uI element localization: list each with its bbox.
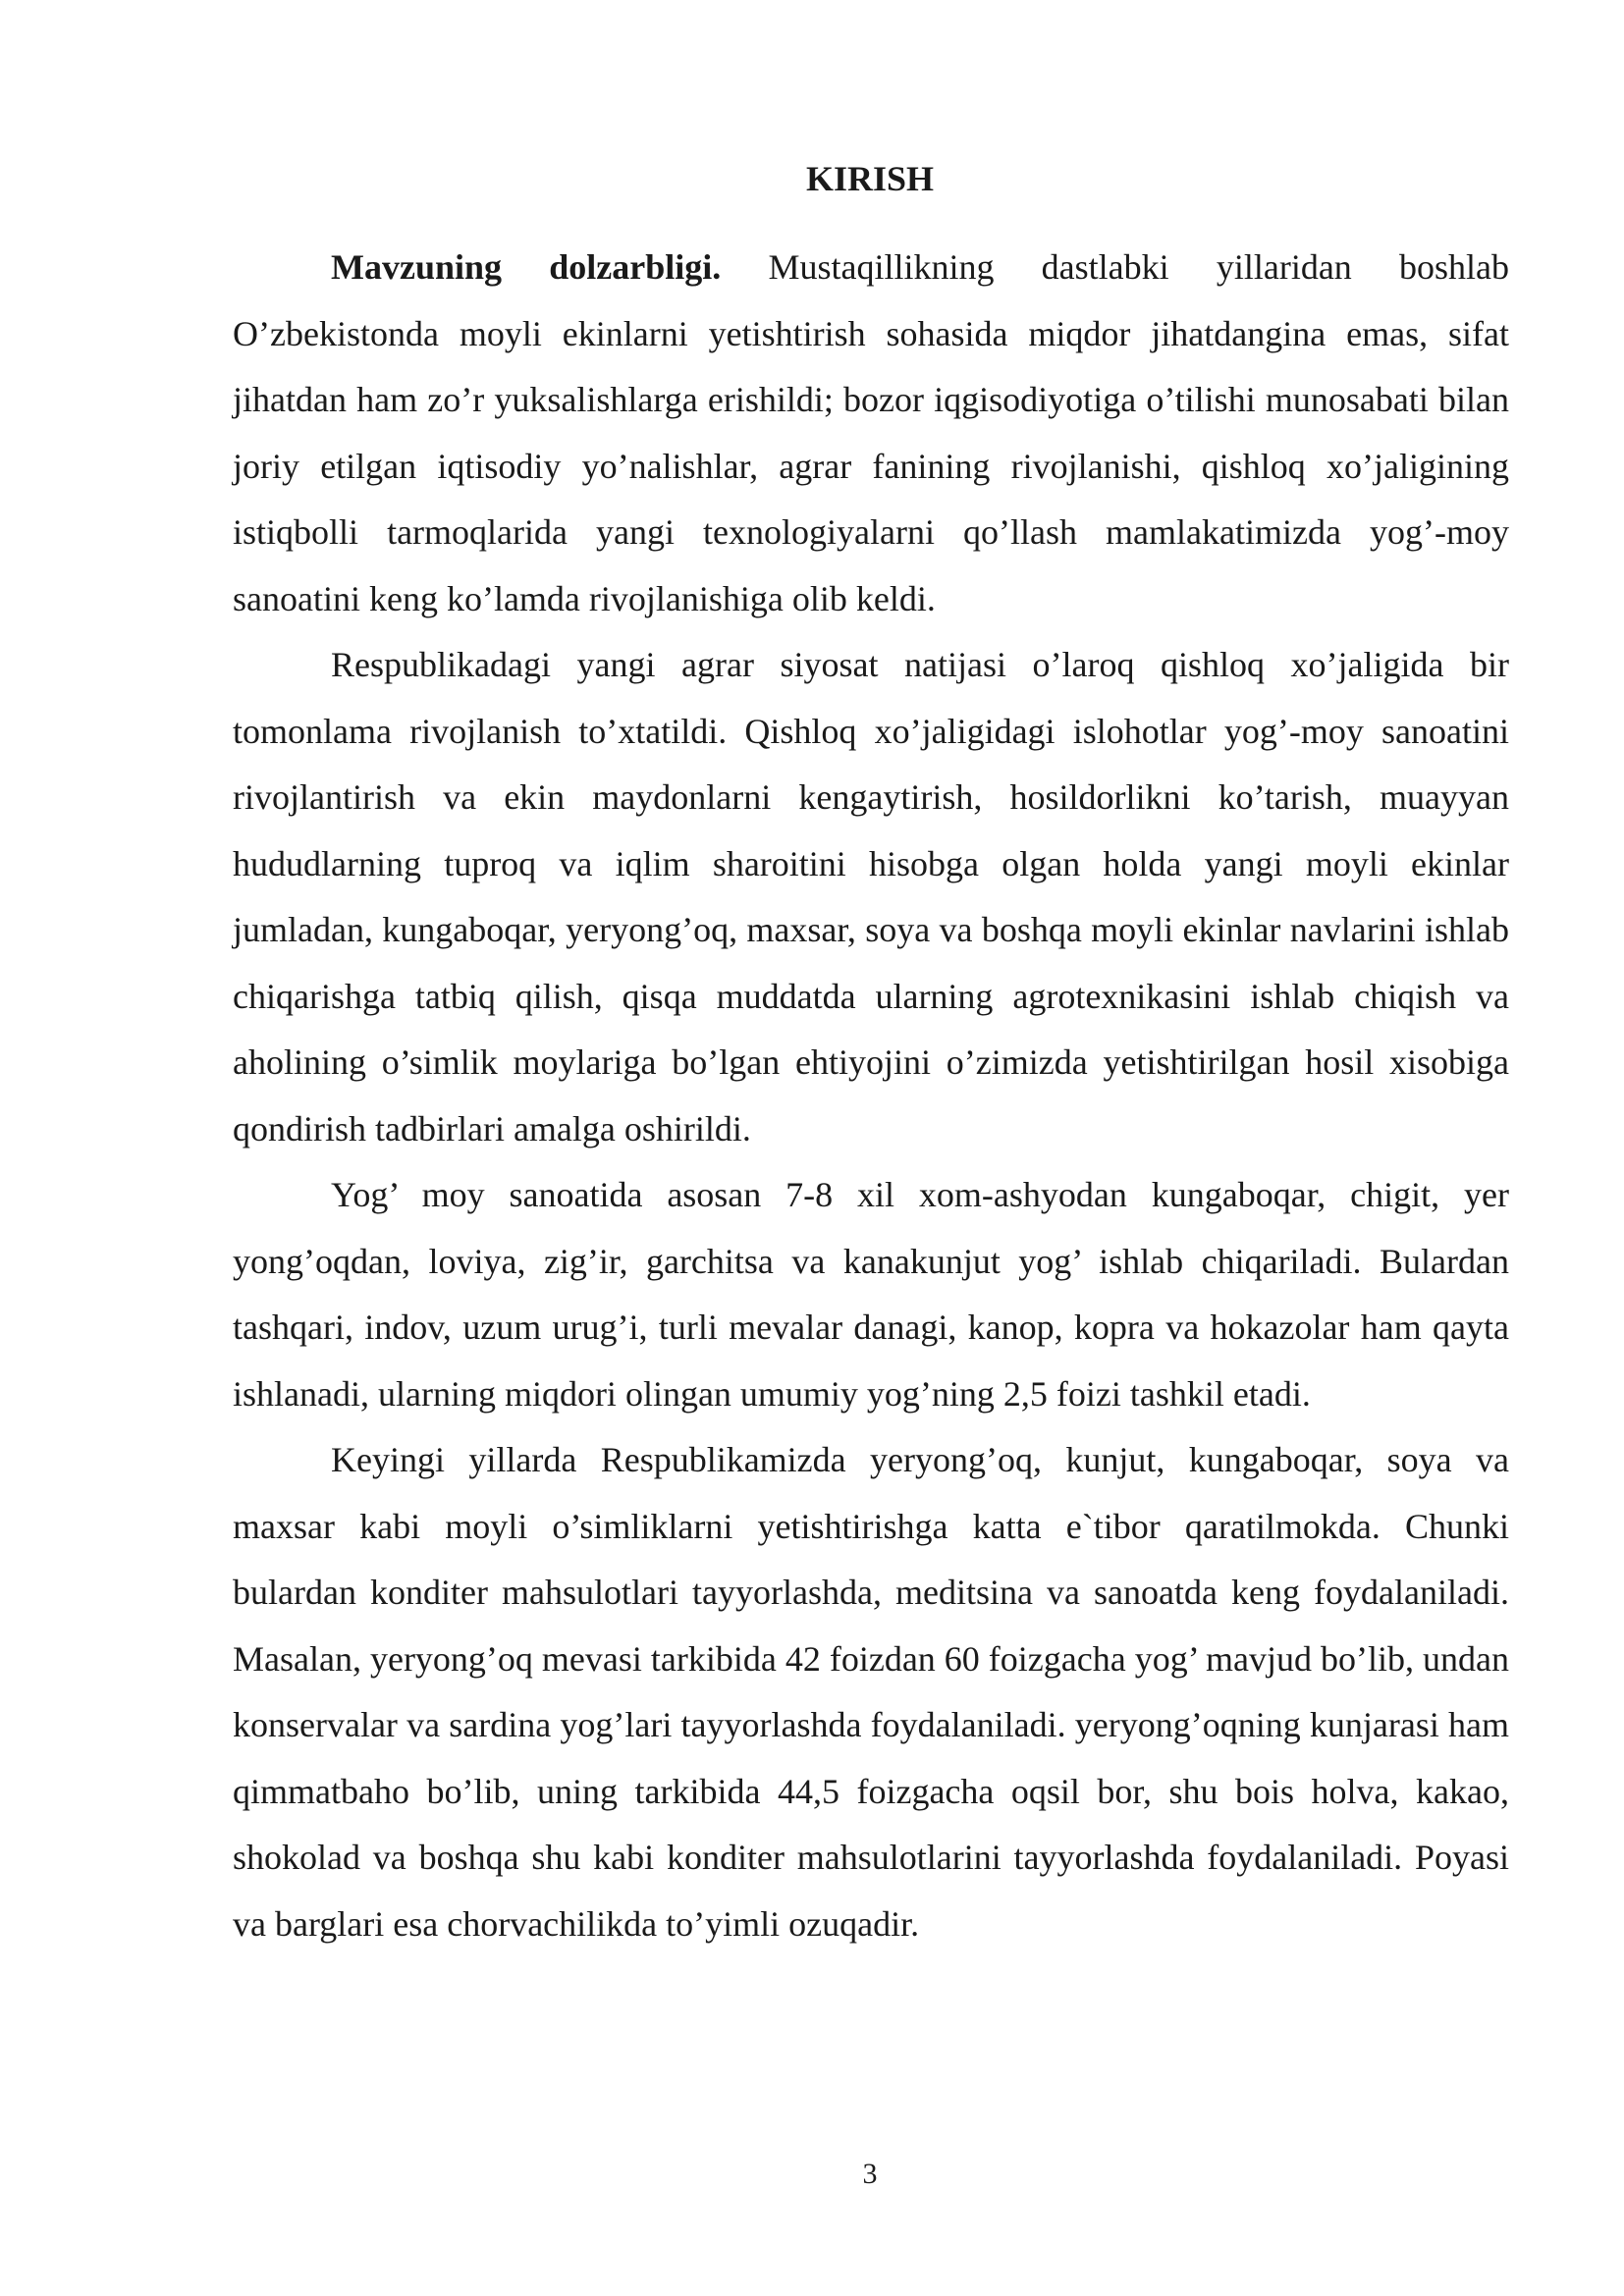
page-number: 3 [862, 2158, 878, 2190]
paragraph-raw-materials [233, 1162, 1509, 1427]
paragraph-lead: Mavzuning dolzarbligi. [331, 247, 722, 287]
section-title: KIRISH [805, 159, 935, 198]
paragraph-oil-crops [233, 1427, 1509, 1957]
paragraph-text: Mustaqillikning dastlabki yillaridan boshlab O’zbekistonda moyli ekinlarni yetishtirish sohasida miqdor jihatdangina emas, sifat jihatdan ham zo’r yuksalishlarga erishildi; bozor iqgisodiyotiga o’tilishi munosabati bilan joriy etilgan iqtisodiy yo’nalishlar, agrar fanining rivojlanishi, qishloq xo’jaligining istiqbolli tarmoqlarida yangi texnologiyalarni qo’llash mamlakatimizda yog’-moy sanoatini keng ko’lamda rivojlanishiga olib keldi. [233, 247, 1510, 618]
body-text [233, 235, 1509, 1957]
paragraph-text: Respublikadagi yangi agrar siyosat natijasi o’laroq qishloq xo’jaligida bir tomonlama rivojlanish to’xtatildi. Qishloq xo’jaligidagi islohotlar yog’-moy sanoatini rivojlantirish va ekin maydonlarni kengaytirish, hosildorlikni ko’tarish, muayyan hududlarning tuproq va iqlim sharoitini hisobga olgan holda yangi moyli ekinlar jumladan, kungaboqar, yeryong’oq, maxsar, soya va boshqa moyli ekinlar navlarini ishlab chiqarishga tatbiq qilish, qisqa muddatda ularning agrotexnikasini ishlab chiqish va aholining o’simlik moylariga bo’lgan ehtiyojini o’zimizda yetishtirilgan hosil xisobiga qondirish tadbirlari amalga oshirildi. [233, 645, 1509, 1148]
paragraph-agrarian-policy [233, 632, 1509, 1162]
paragraph-text: Yog’ moy sanoatida asosan 7-8 xil xom-ashyodan kungaboqar, chigit, yer yong’oqdan, loviya, zig’ir, garchitsa va kanakunjut yog’ ishlab chiqariladi. Bulardan tashqari, indov, uzum urug’i, turli mevalar danagi, kanop, kopra va hokazolar ham qayta ishlanadi, ularning miqdori olingan umumiy yog’ning 2,5 foizi tashkil etadi. [233, 1175, 1509, 1414]
paragraph-relevance [233, 235, 1509, 632]
paragraph-text: Keyingi yillarda Respublikamizda yeryong’oq, kunjut, kungaboqar, soya va maxsar kabi moyli o’simliklarni yetishtirishga katta e`tibor qaratilmokda. Chunki bulardan konditer mahsulotlari tayyorlashda, meditsina va sanoatda keng foydalaniladi. Masalan, yeryong’oq mevasi tarkibida 42 foizdan 60 foizgacha yog’ mavjud bo’lib, undan konservalar va sardina yog’lari tayyorlashda foydalaniladi. yeryong’oqning kunjarasi ham qimmatbaho bo’lib, uning tarkibida 44,5 foizgacha oqsil bor, shu bois holva, kakao, shokolad va boshqa shu kabi konditer mahsulotlarini tayyorlashda foydalaniladi. Poyasi va barglari esa chorvachilikda to’yimli ozuqadir. [233, 1440, 1509, 1944]
